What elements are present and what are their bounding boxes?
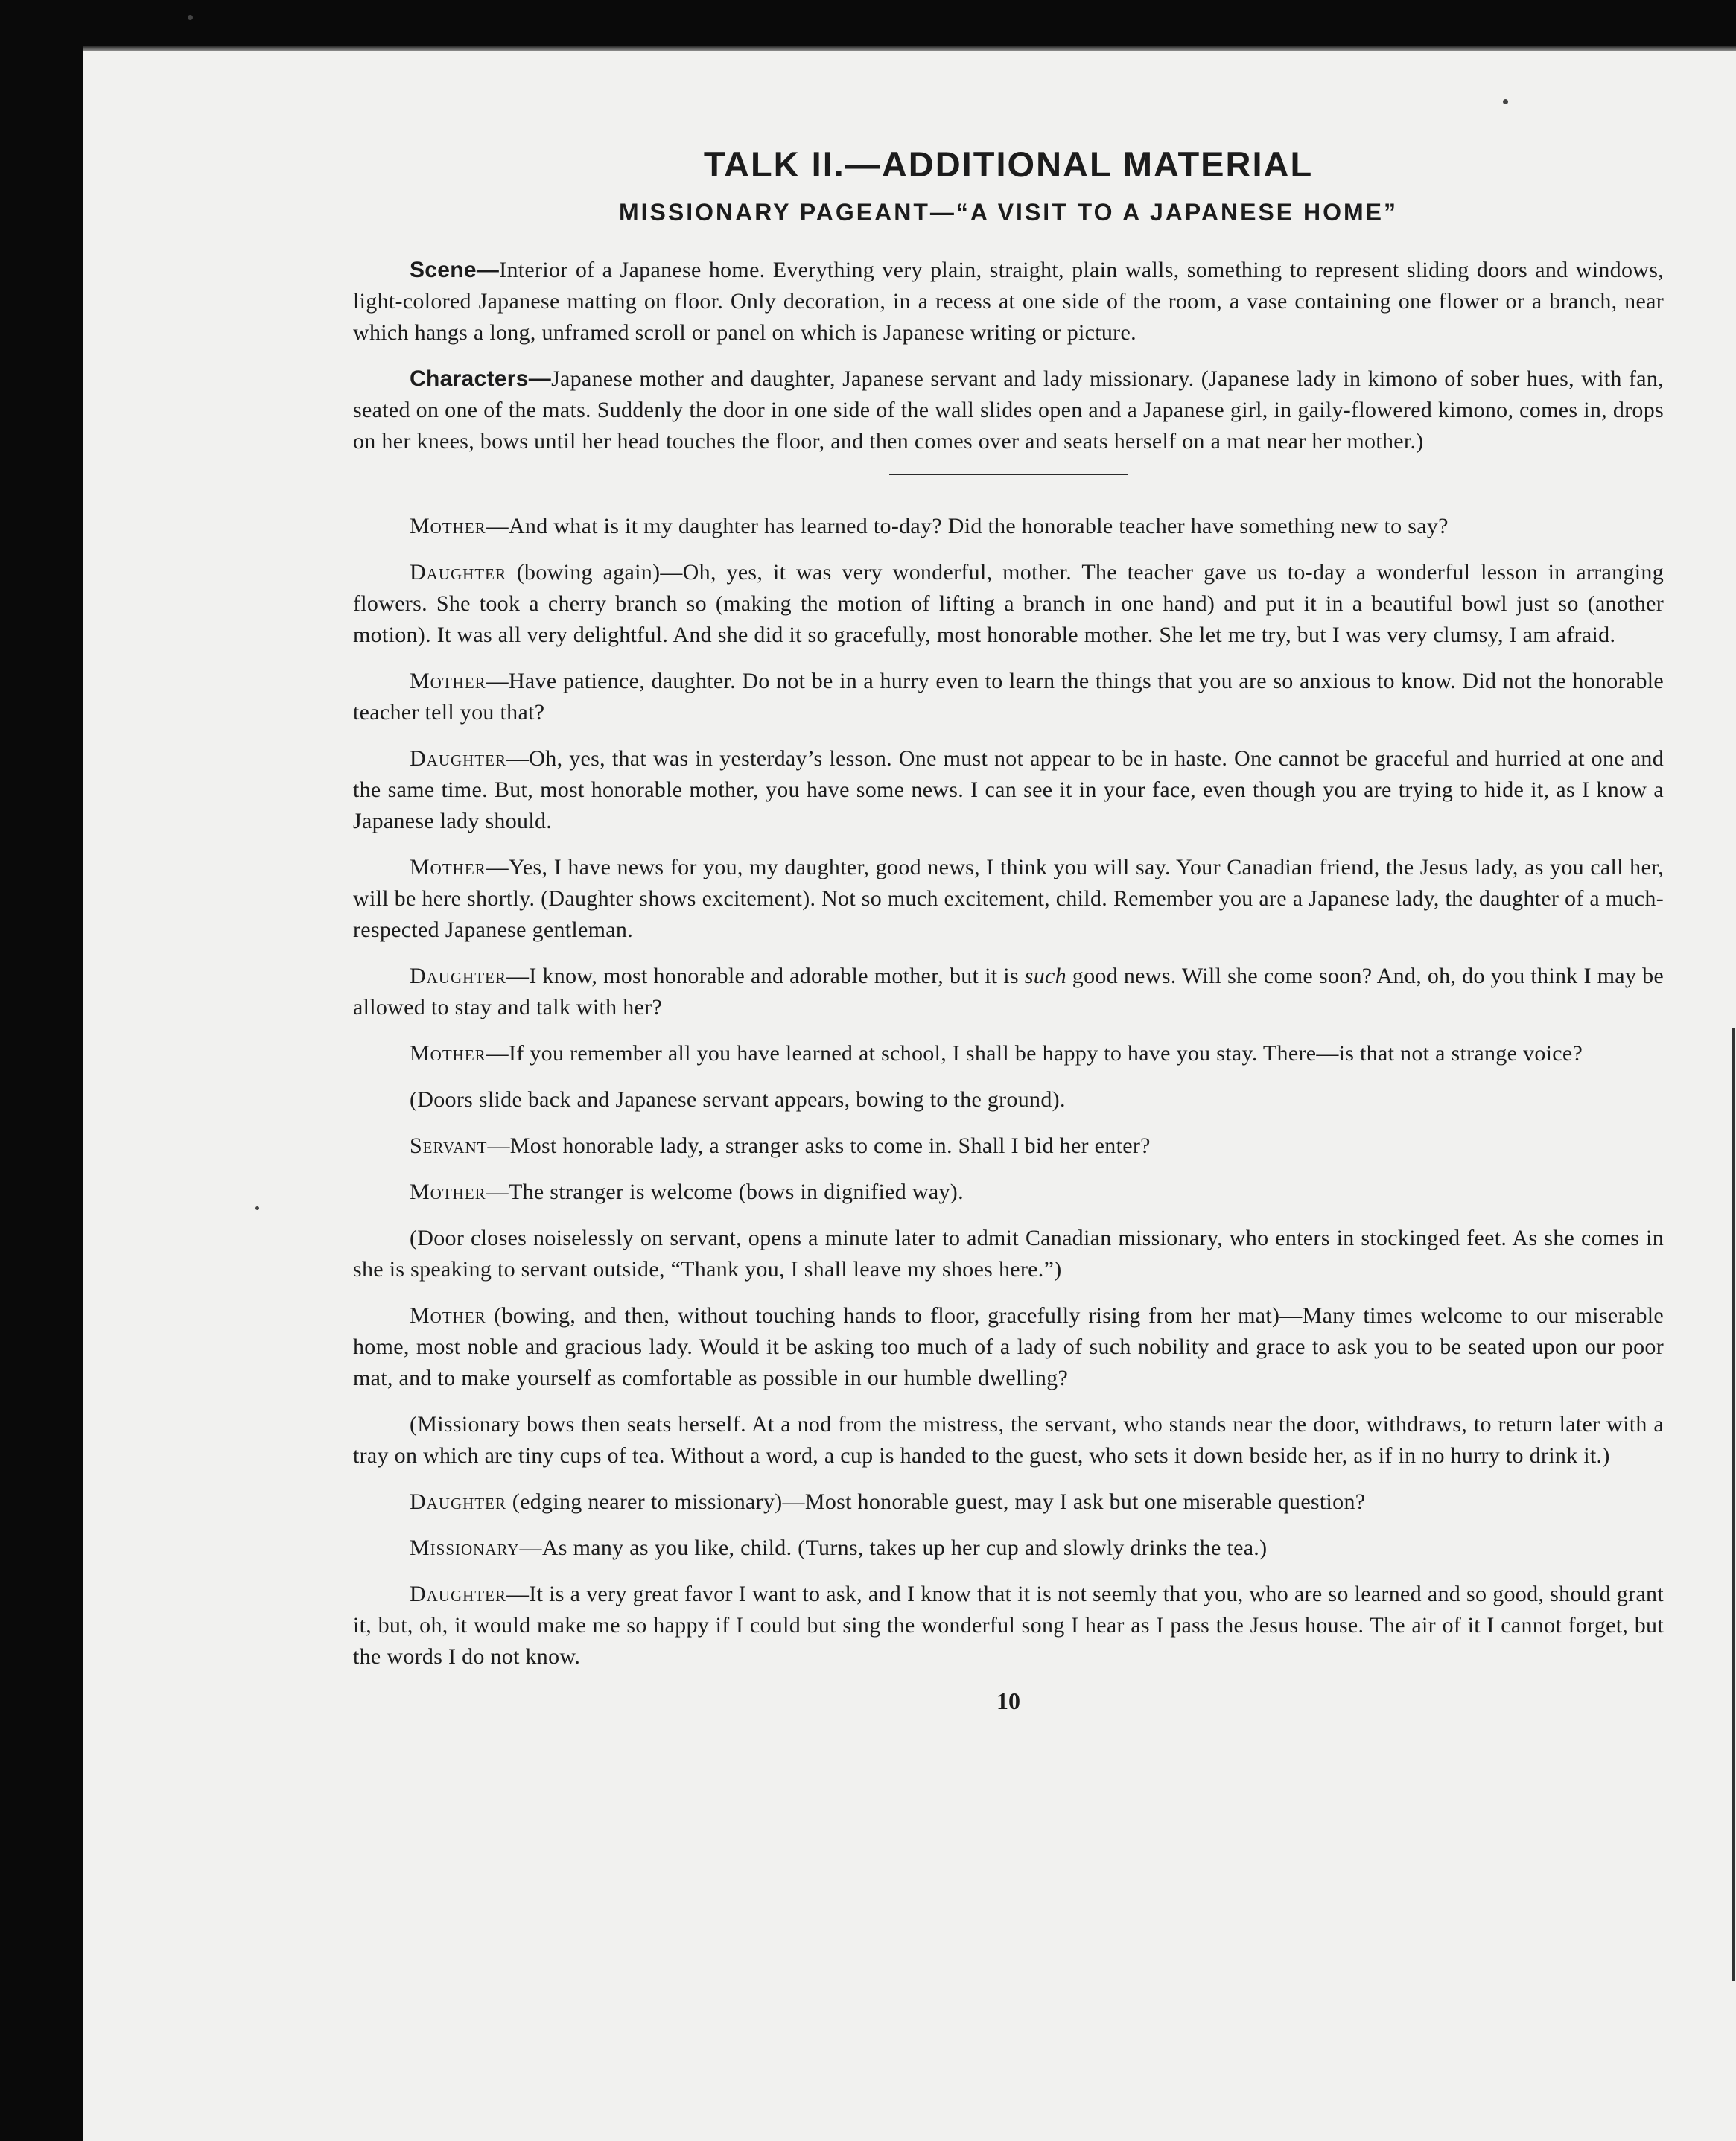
dialogue-paragraph (353, 961, 1664, 1023)
intro-text: Japanese mother and daughter, Japanese servant and lady missionary. (Japanese lady in kimono of sober hues, with fan, seated on one of the mats. Suddenly the door in one side of the wall slides open and a Japanese girl, in gaily-flowered kimono, comes in, drops on her knees, bows until her head touches the floor, and then comes over and seats herself on a mat near her mother.) (353, 366, 1664, 454)
dialogue-paragraph (353, 511, 1664, 542)
dialogue-text: —Have patience, daughter. Do not be in a hurry even to learn the things that you are so anxious to know. Did not the honorable teacher tell you that? (353, 669, 1664, 725)
dialogue-text: —As many as you like, child. (Turns, takes up her cup and slowly drinks the tea.) (519, 1536, 1268, 1560)
dialogue-text: good news. Will she come soon? And, oh, do you think I may be allowed to stay and talk with her? (353, 964, 1664, 1019)
page-title: TALK II.—ADDITIONAL MATERIAL (703, 144, 1314, 184)
page-number: 10 (996, 1687, 1020, 1714)
dialogue-paragraph (353, 1130, 1664, 1162)
section-divider (889, 474, 1128, 475)
speaker-name: Mother (410, 1041, 486, 1066)
speaker-name: Daughter (410, 1489, 506, 1514)
dialogue-text: (Door closes noiselessly on servant, opens a minute later to admit Canadian missionary, who enters in stockinged feet. As she comes in she is speaking to servant outside, “Thank you, I shall leave my shoes here.”) (353, 1226, 1664, 1282)
speaker-name: Daughter (410, 964, 506, 988)
dialogue-text: —The stranger is welcome (bows in dignified way). (486, 1180, 964, 1204)
intro-section (353, 255, 1664, 457)
speck (255, 1206, 259, 1210)
dialogue-text: —It is a very great favor I want to ask, and I know that it is not seemly that you, who are so learned and so good, should grant it, but, oh, it would make me so happy if I could but sing the wonderful song I hear as I pass the Jesus house. The air of it I cannot forget, but the words I do not know. (353, 1582, 1664, 1669)
page-edge-line (1732, 1028, 1735, 1981)
intro-text: Interior of a Japanese home. Everything very plain, straight, plain walls, something to represent sliding doors and windows, light-colored Japanese matting on floor. Only decoration, in a recess at one side of the room, a vase containing one flower or a branch, near which hangs a long, unframed scroll or panel on which is Japanese writing or picture. (353, 258, 1664, 345)
dialogue-text: (bowing, and then, without touching hands to floor, gracefully rising from her mat)—Many times welcome to our miserable home, most noble and gracious lady. Would it be asking too much of a lady of such nobility and grace to ask you to be seated upon our poor mat, and to make yourself as comfortable as possible in our humble dwelling? (353, 1303, 1664, 1390)
dialogue-paragraph (353, 1084, 1664, 1116)
speck (1503, 99, 1508, 104)
intro-lead: Scene— (410, 258, 500, 282)
dialogue-paragraph (353, 1300, 1664, 1394)
dialogue-text: —Yes, I have news for you, my daughter, good news, I think you will say. Your Canadian friend, the Jesus lady, as you call her, will be here shortly. (Daughter shows excitement). Not so much excitement, child. Remember you are a Japanese lady, the daughter of a much-respected Japanese gentleman. (353, 855, 1664, 942)
speaker-name: Daughter (410, 1582, 506, 1606)
dialogue-paragraph (353, 1038, 1664, 1069)
dialogue-text: —Oh, yes, that was in yesterday’s lesson. One must not appear to be in haste. One cannot be graceful and hurried at one and the same time. But, most honorable mother, you have some news. I can see it in your face, even though you are trying to hide it, as I know a Japanese lady should. (353, 746, 1664, 833)
emphasis-text: such (1024, 964, 1066, 988)
dialogue-paragraph (353, 557, 1664, 651)
intro-paragraph (353, 363, 1664, 457)
intro-lead: Characters— (410, 366, 552, 391)
dialogue-text: (edging nearer to missionary)—Most honorable guest, may I ask but one miserable question? (506, 1489, 1366, 1514)
speaker-name: Mother (410, 514, 486, 538)
dialogue-paragraph (353, 1533, 1664, 1564)
dialogue-text: (Doors slide back and Japanese servant appears, bowing to the ground). (410, 1087, 1066, 1112)
speaker-name: Daughter (410, 746, 506, 771)
dialogue-text: (Missionary bows then seats herself. At a nod from the mistress, the servant, who stands near the door, withdraws, to return later with a tray on which are tiny cups of tea. Without a word, a cup is handed to the guest, who sets it down beside her, as if in no hurry to drink it.) (353, 1412, 1664, 1468)
dialogue-paragraph (353, 1177, 1664, 1208)
speck (188, 15, 193, 20)
speaker-name: Missionary (410, 1536, 520, 1560)
dialogue-paragraph (353, 1409, 1664, 1472)
dialogue-paragraph (353, 1223, 1664, 1285)
speaker-name: Mother (410, 669, 486, 693)
speaker-name: Mother (410, 1303, 486, 1328)
speaker-name: Mother (410, 1180, 486, 1204)
dialogue-text: —And what is it my daughter has learned to-day? Did the honorable teacher have something new to say? (486, 514, 1449, 538)
dialogue-section (353, 511, 1664, 1673)
document-body (353, 139, 1664, 1715)
speaker-name: Servant (410, 1133, 488, 1158)
dialogue-text: —I know, most honorable and adorable mother, but it is (506, 964, 1025, 988)
page-subtitle: MISSIONARY PAGEANT—“A VISIT TO A JAPANESE HOME” (619, 199, 1398, 226)
dialogue-paragraph (353, 1486, 1664, 1518)
dialogue-paragraph (353, 666, 1664, 728)
dialogue-paragraph (353, 743, 1664, 837)
speaker-name: Mother (410, 855, 486, 879)
dialogue-text: —Most honorable lady, a stranger asks to come in. Shall I bid her enter? (487, 1133, 1151, 1158)
dialogue-paragraph (353, 852, 1664, 946)
intro-paragraph (353, 255, 1664, 349)
dialogue-text: —If you remember all you have learned at school, I shall be happy to have you stay. There—is that not a strange voice? (486, 1041, 1583, 1066)
speaker-name: Daughter (410, 560, 506, 585)
dialogue-paragraph (353, 1579, 1664, 1673)
dialogue-text: (bowing again)—Oh, yes, it was very wonderful, mother. The teacher gave us to-day a wonderful lesson in arranging flowers. She took a cherry branch so (making the motion of lifting a branch in one hand) and put it in a beautiful bowl just so (another motion). It was all very delightful. And she did it so gracefully, most honorable mother. She let me try, but I was very clumsy, I am afraid. (353, 560, 1664, 647)
